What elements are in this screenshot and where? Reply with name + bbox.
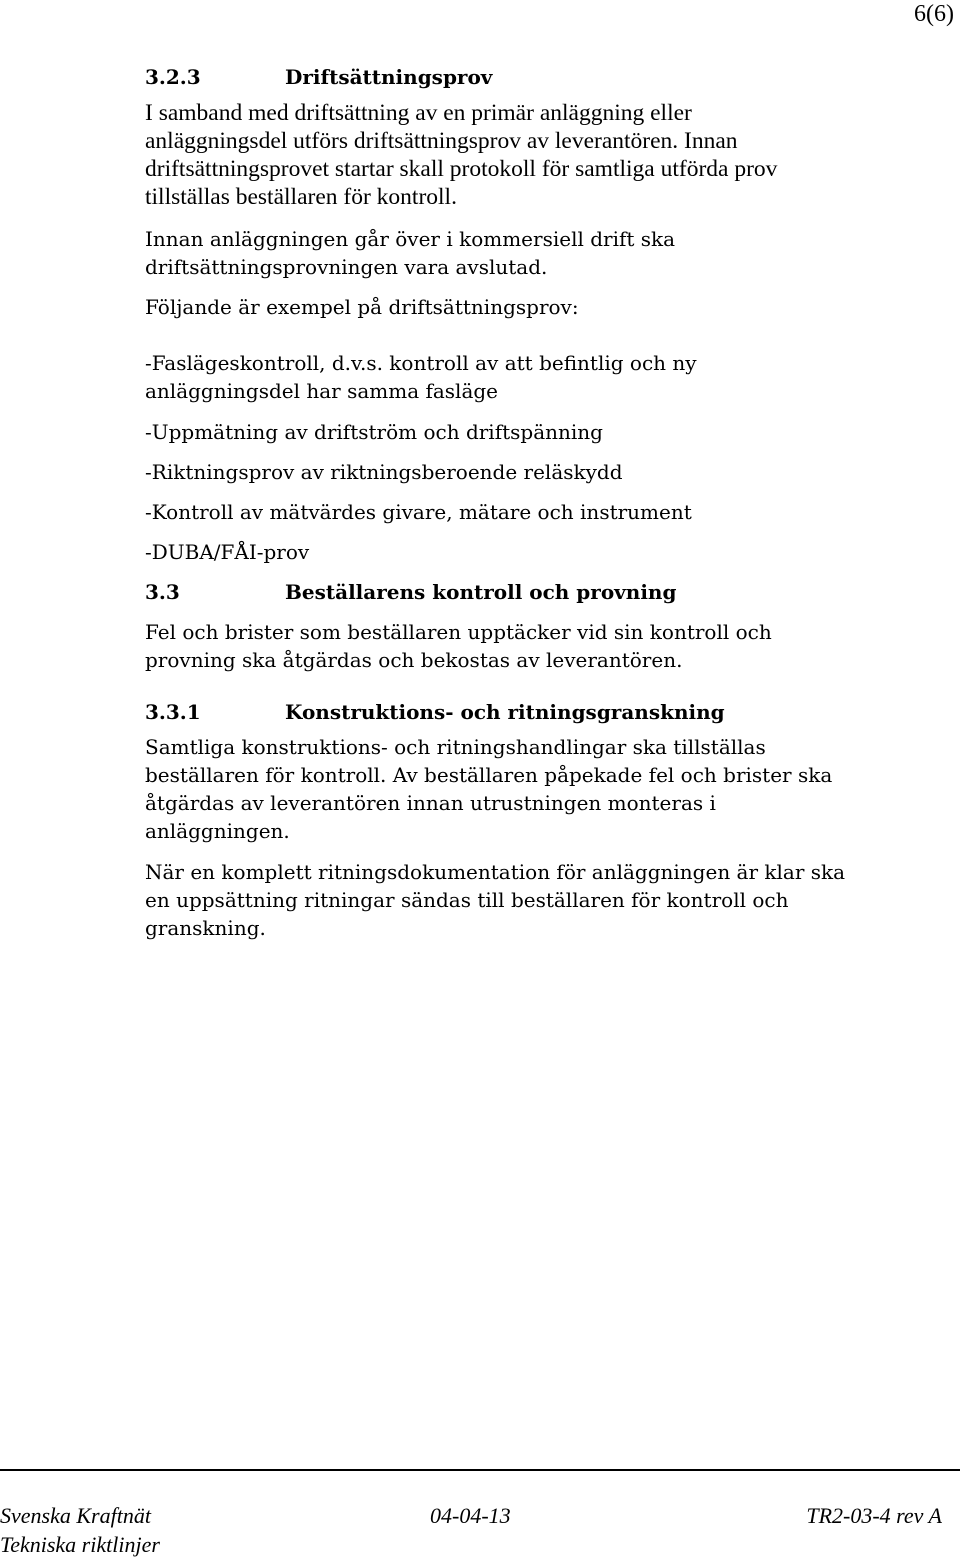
- text-line: I samband med driftsättning av en primär anläggning eller: [145, 100, 692, 126]
- text-line: åtgärdas av leverantören innan utrustningen monteras i: [145, 791, 716, 815]
- text-line: anläggningen.: [145, 819, 290, 843]
- intro-paragraph: [145, 99, 950, 211]
- text-line: beställaren för kontroll. Av beställaren påpekade fel och brister ska: [145, 763, 833, 787]
- section-3-3-1-heading: [145, 698, 725, 726]
- examples-intro: Följande är exempel på driftsättningsprov:: [145, 295, 579, 319]
- section-title: Driftsättningsprov: [285, 65, 493, 89]
- section-number: 3.2.3: [145, 65, 201, 89]
- list-item-instrument-check: -Kontroll av mätvärdes givare, mätare och instrument: [145, 500, 692, 524]
- section-3-2-3-heading: [145, 63, 492, 91]
- section-number: 3.3.1: [145, 700, 201, 724]
- text-line: en uppsättning ritningar sändas till beställaren för kontroll och: [145, 888, 789, 912]
- text-line: driftsättningsprovet startar skall protokoll för samtliga utförda prov: [145, 156, 778, 182]
- text-line: Innan anläggningen går över i kommersiell drift ska: [145, 227, 676, 251]
- section-3-3-heading: [145, 578, 676, 606]
- text-line: Fel och brister som beställaren upptäcker vid sin kontroll och: [145, 620, 772, 644]
- footer-date: 04-04-13: [430, 1503, 511, 1528]
- footer-document-id: TR2-03-4 rev A: [806, 1503, 942, 1528]
- section-number: 3.3: [145, 580, 180, 604]
- text-line: granskning.: [145, 916, 266, 940]
- section-3-3-1-paragraph-1: [145, 733, 950, 845]
- text-line: -Faslägeskontroll, d.v.s. kontroll av att befintlig och ny: [145, 351, 697, 375]
- text-line: anläggningsdel utförs driftsättningsprov av leverantören. Innan: [145, 128, 738, 154]
- list-item-measurement: -Uppmätning av driftström och driftspänning: [145, 420, 603, 444]
- list-item-phase-check: [145, 349, 950, 405]
- page-number: 6(6): [914, 1, 954, 27]
- section-title: Konstruktions- och ritningsgranskning: [285, 700, 725, 724]
- text-line: provning ska åtgärdas och bekostas av leverantören.: [145, 648, 683, 672]
- text-line: tillställas beställaren för kontroll.: [145, 184, 457, 210]
- list-item-duba-test: -DUBA/FÅI-prov: [145, 540, 310, 564]
- section-3-3-1-paragraph-2: [145, 858, 950, 942]
- footer-divider: [0, 1469, 960, 1471]
- section-3-3-paragraph: [145, 618, 950, 674]
- commercial-operation-paragraph: [145, 225, 950, 281]
- text-line: driftsättningsprovningen vara avslutad.: [145, 255, 548, 279]
- section-title: Beställarens kontroll och provning: [285, 580, 677, 604]
- list-item-direction-test: -Riktningsprov av riktningsberoende reläskydd: [145, 460, 623, 484]
- text-line: anläggningsdel har samma fasläge: [145, 379, 499, 403]
- footer-series: Tekniska riktlinjer: [0, 1532, 160, 1557]
- footer-organization: Svenska Kraftnät: [0, 1503, 151, 1528]
- text-line: När en komplett ritningsdokumentation för anläggningen är klar ska: [145, 860, 846, 884]
- text-line: Samtliga konstruktions- och ritningshandlingar ska tillställas: [145, 735, 766, 759]
